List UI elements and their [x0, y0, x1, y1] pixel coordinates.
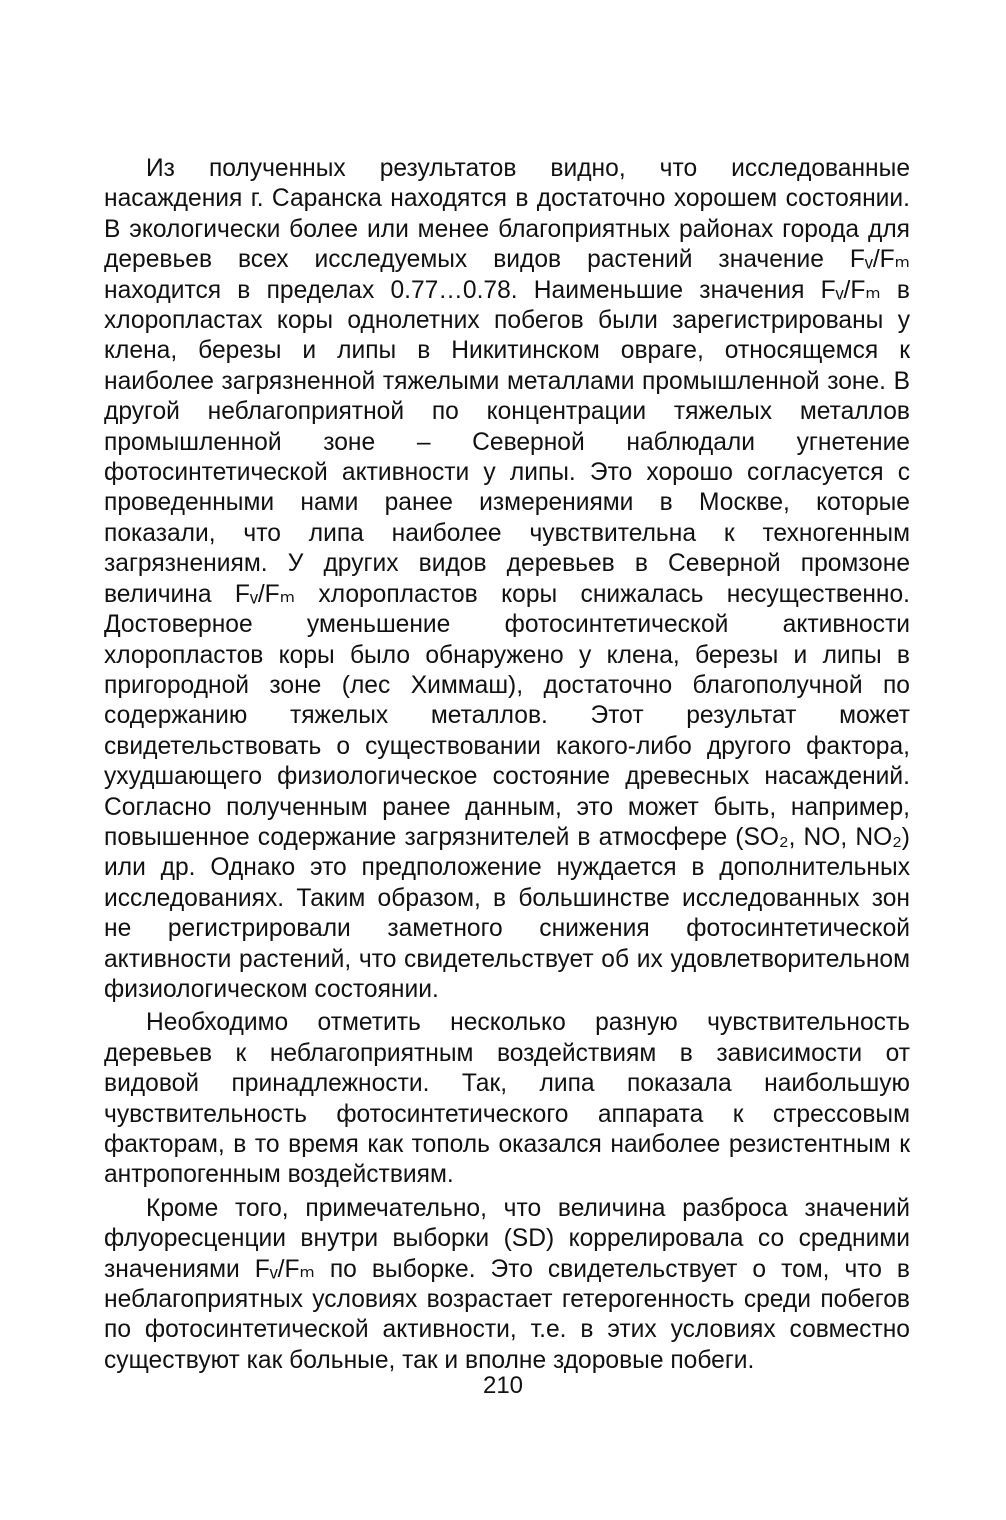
paragraph-1: Из полученных результатов видно, что исследованные насаждения г. Саранска находятся в достаточно хорошем состоянии. В экологически более или менее благоприятных районах города для деревьев всех исследуемых видов растений значение Fᵥ/Fₘ находится в пределах 0.77…0.78. Наименьшие значения Fᵥ/Fₘ в хлоропластах коры однолетних побегов были зарегистрированы у клена, березы и липы в Никитинском овраге, относящемся к наиболее загрязненной тяжелыми металлами промышленной зоне. В другой неблагоприятной по концентрации тяжелых металлов промышленной зоне – Северной наблюдали угнетение фотосинтетической активности у липы. Это хорошо согласуется с проведенными нами ранее измерениями в Москве, которые показали, что липа наиболее чувствительна к техногенным загрязнениям. У других видов деревьев в Северной промзоне величина Fᵥ/Fₘ хлоропластов коры снижалась несущественно. Достоверное уменьшение фотосинтетической активности хлоропластов коры было обнаружено у клена, березы и липы в пригородной зоне (лес Химмаш), достаточно благополучной по содержанию тяжелых металлов. Этот результат может свидетельствовать о существовании какого-либо другого фактора, ухудшающего физиологическое состояние древесных насаждений. Согласно полученным ранее данным, это может быть, например, повышенное содержание загрязнителей в атмосфере (SO₂, NO, NO₂) или др. Однако это предположение нуждается в дополнительных исследованиях. Таким образом, в большинстве исследованных зон не регистрировали заметного снижения фотосинтетической активности растений, что свидетельствует об их удовлетворительном физиологическом состоянии.	[104, 155, 910, 1003]
paragraph-2: Необходимо отметить несколько разную чувствительность деревьев к неблагоприятным воздействиям в зависимости от видовой принадлежности. Так, липа показала наибольшую чувствительность фотосинтетического аппарата к стрессовым факторам, в то время как тополь оказался наиболее резистентным к антропогенным воздействиям.	[104, 1009, 910, 1189]
page-body	[104, 154, 910, 1376]
paragraph-3: Кроме того, примечательно, что величина разброса значений флуоресценции внутри выборки (SD) коррелировала со средними значениями Fᵥ/Fₘ по выборке. Это свидетельствует о том, что в неблагоприятных условиях возрастает гетерогенность среди побегов по фотосинтетической активности, т.е. в этих условиях совместно существуют как больные, так и вполне здоровые побеги.	[104, 1194, 910, 1374]
page-number: 210	[482, 1372, 524, 1399]
